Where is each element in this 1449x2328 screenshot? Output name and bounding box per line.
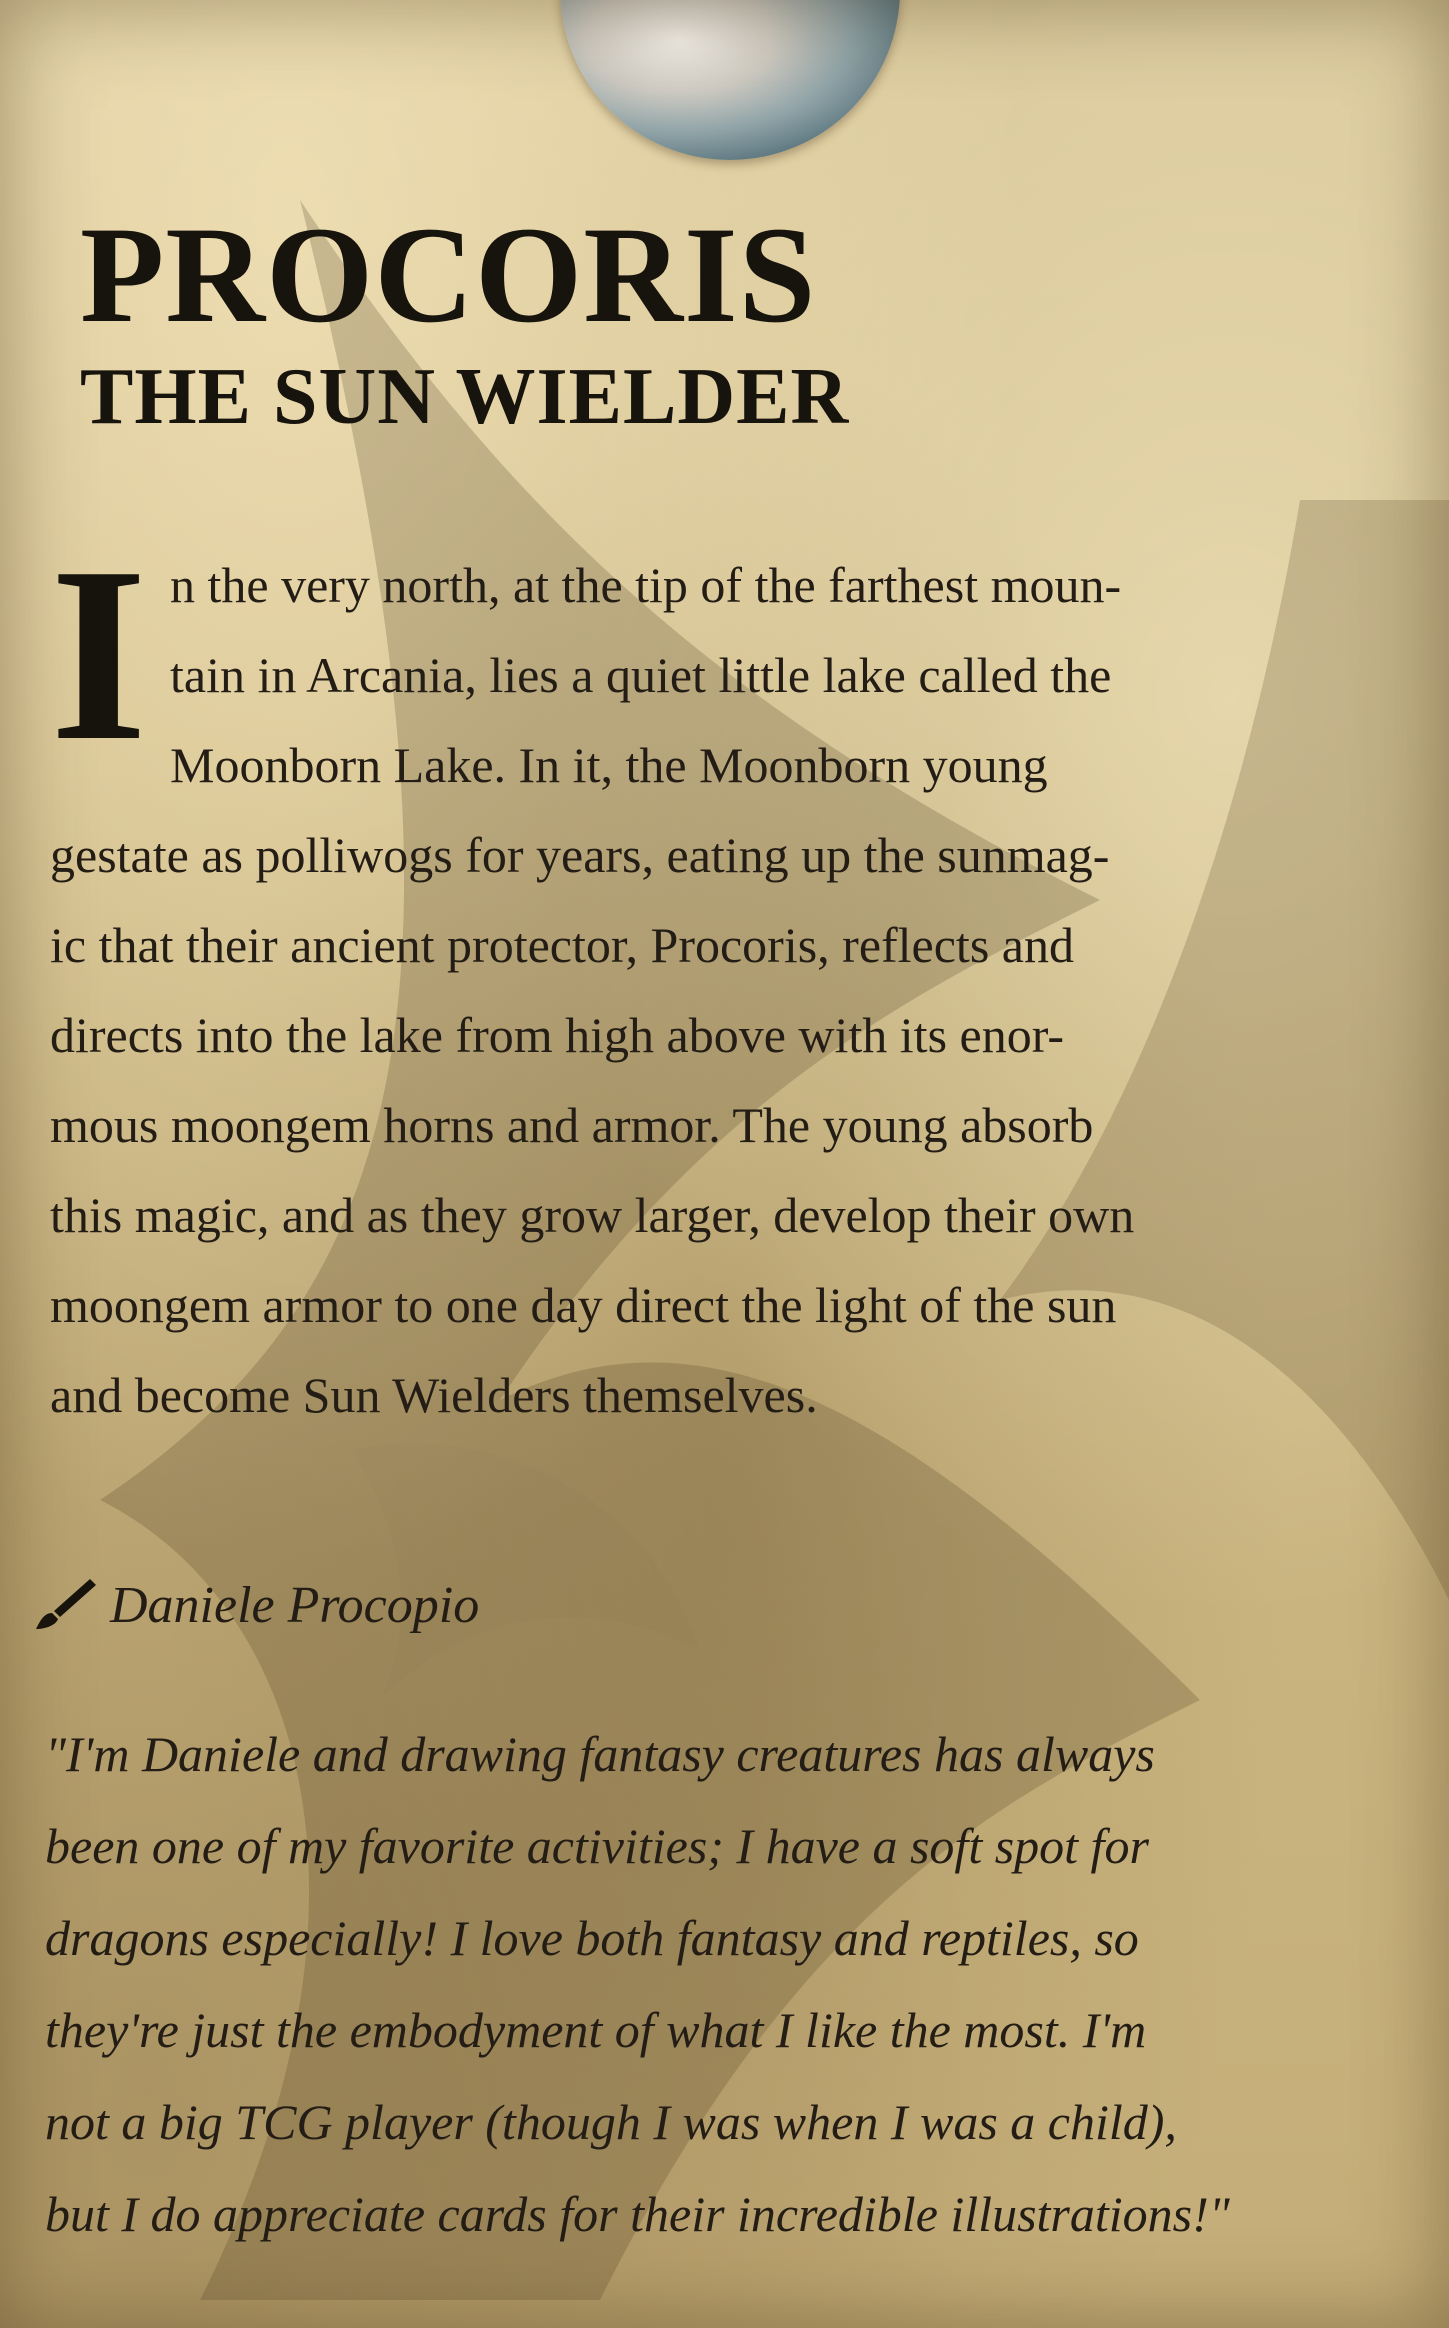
lore-line: mous moongem horns and armor. The young absorb: [50, 1097, 1094, 1153]
quote-line: "I'm Daniele and drawing fantasy creatures has always: [45, 1726, 1155, 1782]
lore-line: ic that their ancient protector, Procoris, reflects and: [50, 917, 1074, 973]
quote-line: they're just the embodyment of what I like the most. I'm: [45, 2002, 1147, 2058]
artist-quote: [45, 1708, 1415, 2260]
lore-line: this magic, and as they grow larger, develop their own: [50, 1187, 1135, 1243]
lore-line: n the very north, at the tip of the farthest moun-: [170, 557, 1122, 613]
lore-line: tain in Arcania, lies a quiet little lake called the: [170, 647, 1112, 703]
drop-cap: I: [50, 516, 148, 793]
artist-name: Daniele Procopio: [110, 1576, 480, 1634]
quote-line: not a big TCG player (though I was when I was a child),: [45, 2094, 1177, 2150]
quote-line: but I do appreciate cards for their incredible illustrations!": [45, 2186, 1230, 2242]
card-title: PROCORIS: [80, 198, 817, 351]
quote-line: been one of my favorite activities; I have a soft spot for: [45, 1818, 1149, 1874]
card-subtitle: THE SUN WIELDER: [80, 353, 850, 441]
lore-line: Moonborn Lake. In it, the Moonborn young: [170, 737, 1048, 793]
quote-line: dragons especially! I love both fantasy and reptiles, so: [45, 1910, 1139, 1966]
artist-credit: [30, 1575, 479, 1635]
lore-line: moongem armor to one day direct the light of the sun: [50, 1277, 1117, 1333]
lore-line: directs into the lake from high above with its enor-: [50, 1007, 1065, 1063]
lore-line: and become Sun Wielders themselves.: [50, 1367, 818, 1423]
lore-text: [50, 516, 1410, 1440]
paintbrush-icon: [30, 1575, 100, 1635]
lore-line: gestate as polliwogs for years, eating up the sunmag-: [50, 827, 1110, 883]
